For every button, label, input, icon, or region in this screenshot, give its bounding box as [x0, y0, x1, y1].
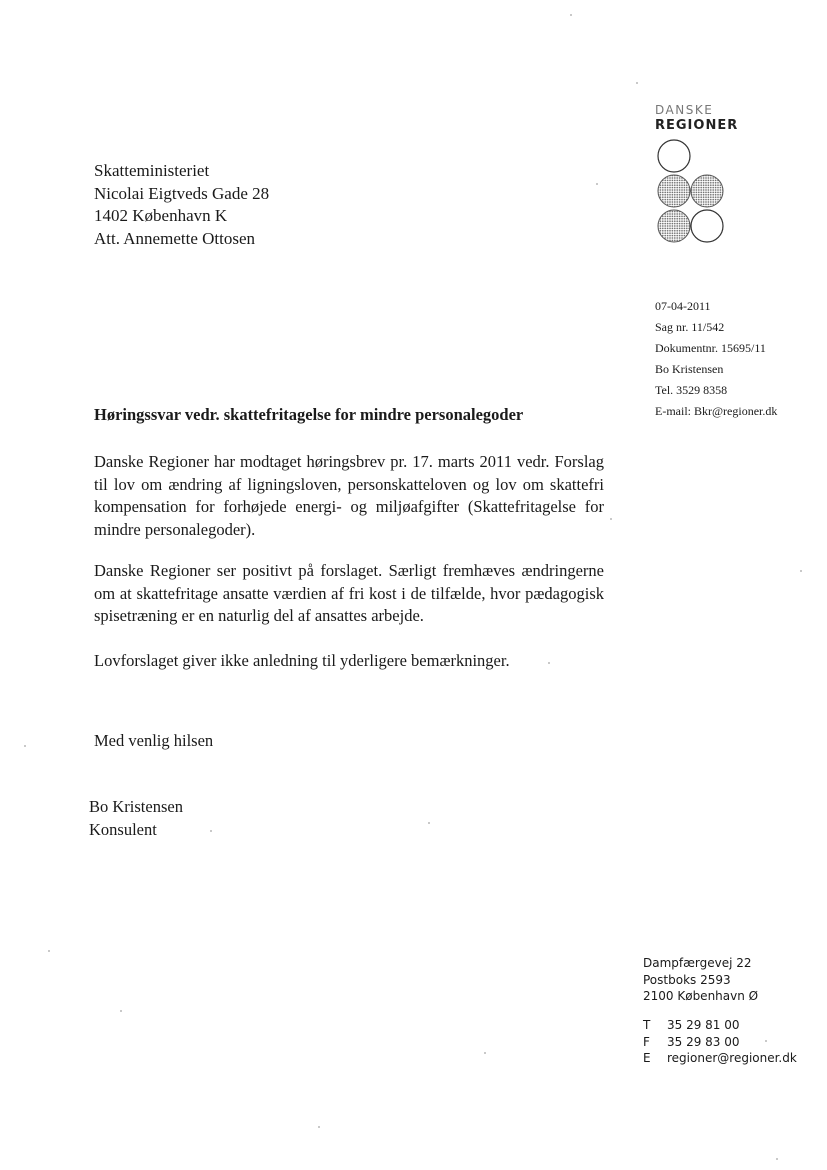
scan-speck [210, 830, 212, 832]
logo-circle-mid-left [658, 175, 690, 207]
footer-street: Dampfærgevej 22 [643, 956, 752, 970]
recipient-line: Nicolai Eigtveds Gade 28 [94, 183, 270, 203]
footer-phone-label: T [643, 1018, 651, 1032]
logo-circle-mid-right [691, 175, 723, 207]
scan-speck [24, 745, 26, 747]
scan-speck [636, 82, 638, 84]
meta-date: 07-04-2011 [655, 299, 711, 313]
logo-circle-bottom-left [658, 210, 690, 242]
body-paragraph: Lovforslaget giver ikke anledning til yderligere bemærkninger. [94, 651, 510, 670]
meta-email: E-mail: Bkr@regioner.dk [655, 404, 778, 418]
footer-city: 2100 København Ø [643, 989, 759, 1003]
recipient-address [94, 160, 269, 250]
scan-speck [596, 183, 598, 185]
meta-phone: Tel. 3529 8358 [655, 383, 728, 397]
scan-speck [48, 950, 50, 952]
footer-address [643, 955, 758, 1005]
recipient-line: Skatteministeriet [94, 161, 210, 180]
recipient-line: 1402 København K [94, 206, 228, 225]
logo-circles-icon [652, 136, 732, 248]
footer-contacts [643, 1017, 797, 1067]
scan-speck [318, 1126, 320, 1128]
scan-speck [610, 518, 612, 520]
document-meta [655, 296, 777, 422]
body-paragraph: Danske Regioner har modtaget høringsbrev pr. 17. marts 2011 vedr. Forslag til lov om ændring af ligningsloven, personskatteloven og lov om skattefri kompensation for forhøjede energi- og miljøafgifter (Skattefritagelse for mindre personalegoder). [94, 452, 604, 539]
footer-fax-row [643, 1034, 797, 1051]
scan-speck [765, 1040, 767, 1042]
scan-speck [776, 1158, 778, 1160]
letter-subject: Høringssvar vedr. skattefritagelse for mindre personalegoder [94, 405, 524, 424]
footer-email: regioner@regioner.dk [667, 1051, 797, 1065]
footer-fax-label: F [643, 1034, 650, 1049]
scan-speck [548, 662, 550, 664]
footer-pobox: Postboks 2593 [643, 972, 731, 987]
logo-circle-top [658, 140, 690, 172]
footer-email-label: E [643, 1051, 651, 1065]
logo-line-1: DANSKE [655, 103, 714, 117]
logo-circle-bottom-right [691, 210, 723, 242]
scan-speck [570, 14, 572, 16]
meta-document-number: Dokumentnr. 15695/11 [655, 341, 766, 355]
meta-contact-name: Bo Kristensen [655, 362, 724, 376]
scan-speck [428, 822, 430, 824]
meta-case-number: Sag nr. 11/542 [655, 320, 725, 334]
body-paragraph: Danske Regioner ser positivt på forslaget. Særligt fremhæves ændringerne om at skattefritage ansatte værdien af fri kost i de tilfælde, hvor pædagogisk spisetræning er en naturlig del af ansattes arbejde. [94, 561, 604, 625]
footer-email-row [643, 1050, 797, 1067]
recipient-line: Att. Annemette Ottosen [94, 228, 256, 248]
footer-phone-row [643, 1017, 797, 1034]
scan-speck [484, 1052, 486, 1054]
footer-phone: 35 29 81 00 [667, 1018, 740, 1032]
logo-line-2: REGIONER [655, 118, 739, 133]
signature-name: Bo Kristensen [89, 797, 183, 816]
logo-wordmark [655, 103, 738, 133]
signature-title: Konsulent [89, 819, 157, 839]
closing-salutation: Med venlig hilsen [94, 731, 214, 750]
scan-speck [800, 570, 802, 572]
footer-fax: 35 29 83 00 [667, 1034, 740, 1049]
signature-block [89, 796, 183, 841]
scan-speck [120, 1010, 122, 1012]
